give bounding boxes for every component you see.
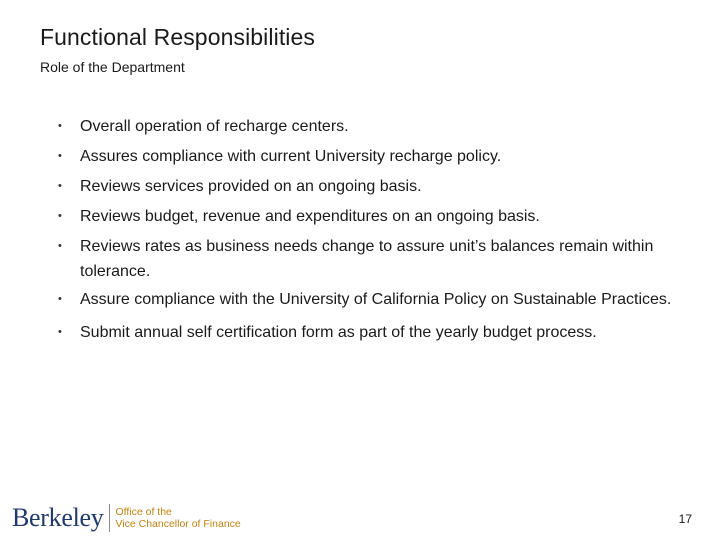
- bullet-text: Assures compliance with current University recharge policy.: [80, 148, 502, 165]
- logo-wordmark: Berkeley: [12, 503, 104, 532]
- list-item: [58, 320, 698, 345]
- slide-title: Functional Responsibilities: [40, 24, 316, 50]
- bullet-dot-icon: •: [58, 180, 62, 192]
- bullet-dot-icon: •: [58, 120, 62, 132]
- slide-subtitle: Role of the Department: [40, 59, 185, 75]
- bullet-text: Reviews budget, revenue and expenditures on an ongoing basis.: [80, 208, 540, 225]
- bullet-text: Submit annual self certification form as part of the yearly budget process.: [80, 324, 597, 341]
- bullet-text: Overall operation of recharge centers.: [80, 118, 349, 135]
- bullet-text: Reviews rates as business needs change to assure unit’s balances remain within tolerance.: [80, 238, 654, 280]
- list-item: [58, 114, 698, 139]
- page-number: 17: [678, 512, 692, 526]
- bullet-text: Reviews services provided on an ongoing basis.: [80, 178, 422, 195]
- bullet-list: [58, 114, 698, 345]
- berkeley-logo: [12, 502, 241, 534]
- bullet-dot-icon: •: [58, 240, 62, 252]
- bullet-dot-icon: •: [58, 293, 62, 305]
- office-name: [115, 506, 240, 530]
- list-item: [58, 204, 698, 229]
- office-line-1: Office of the: [115, 506, 172, 518]
- list-item: [58, 287, 698, 312]
- list-item: [58, 144, 698, 169]
- bullet-dot-icon: •: [58, 150, 62, 162]
- list-item: [58, 234, 698, 284]
- office-line-2: Vice Chancellor of Finance: [115, 518, 241, 530]
- bullet-dot-icon: •: [58, 326, 62, 338]
- bullet-text: Assure compliance with the University of California Policy on Sustainable Practices.: [80, 291, 672, 308]
- logo-divider: [109, 504, 110, 532]
- bullet-dot-icon: •: [58, 210, 62, 222]
- list-item: [58, 174, 698, 199]
